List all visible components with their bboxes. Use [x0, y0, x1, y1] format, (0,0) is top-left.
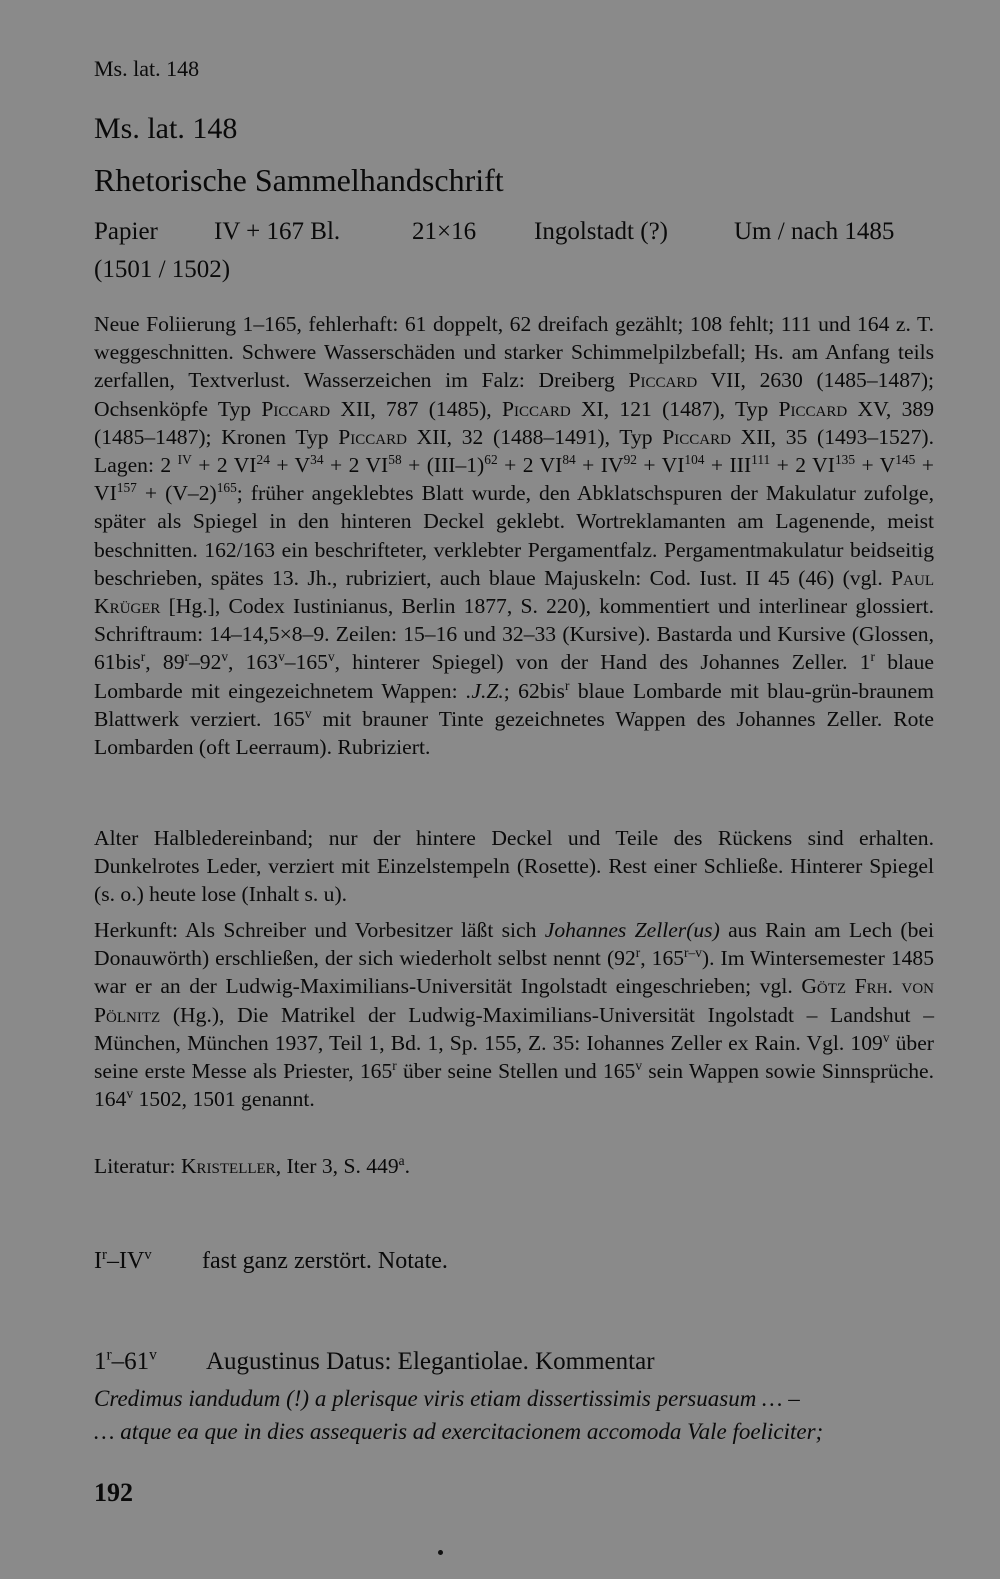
incipit-line: Credimus iandudum (!) a plerisque viris etiam dissertissimis persuasum … –: [94, 1386, 800, 1411]
leaf-count: IV + 167 Bl.: [214, 218, 341, 245]
provenance: Herkunft: Als Schreiber und Vorbesitzer läßt sich Johannes Zeller(us) aus Rain am Lech (bei Donauwörth) erschließen, der sich wiederholt selbst nennt (92$^r$, 165$^{r-v}$). Im Wintersemester 1485 war er an der Ludwig-Maximilians-Universität Ingolstadt eingeschrieben; vgl. Götz Frh. von Pölnitz (Hg.), Die Matrikel der Ludwig-Maximilians-Universität Ingolstadt – Landshut – München, München 1937, Teil 1, Bd. 1, Sp. 155, Z. 35: Iohannes Zeller ex Rain. Vgl. 109$^v$ über seine erste Messe als Priester, 165$^r$ über seine Stellen und 165$^v$ sein Wappen sowie Sinnsprüche. 164$^v$ 1502, 1501 genannt.: [94, 918, 935, 1112]
date: Um / nach 1485: [734, 218, 895, 245]
place: Ingolstadt (?): [534, 218, 668, 245]
literature: Literatur: Kristeller, Iter 3, S. 449$^a$.: [94, 1152, 410, 1178]
material: Papier: [94, 218, 158, 245]
page-number: 192: [94, 1478, 133, 1507]
manuscript-title: Rhetorische Sammelhandschrift: [94, 162, 504, 198]
section-note: fast ganz zerstört. Notate.: [202, 1248, 448, 1274]
binding-description: Alter Halbledereinband; nur der hintere Deckel und Teile des Rückens sind erhalten. Dunkelrotes Leder, verziert mit Einzelstempeln (Rosette). Rest einer Schließe. Hinterer Spiegel (s. o.) heute lose (Inhalt s. u).: [94, 826, 934, 907]
explicit-line: … atque ea que in dies assequeris ad exercitacionem accomoda Vale foeliciter;: [94, 1419, 824, 1444]
section-folio-range: $I^r-IV^v$: [94, 1247, 152, 1274]
physical-description: Neue Foliierung 1–165, fehlerhaft: 61 doppelt, 62 dreifach gezählt; 108 fehlt; 111 und 164 z. T. weggeschnitten. Schwere Wasserschäden und starker Schimmelpilzbefall; Hs. am Anfang teils zerfallen, Textverlust. Wasserzeichen im Falz: Dreiberg Piccard VII, 2630 (1485–1487); Ochsenköpfe Typ Piccard XII, 787 (1485), Piccard XI, 121 (1487), Typ Piccard XV, 389 (1485–1487); Kronen Typ Piccard XII, 32 (1488–1491), Typ Piccard XII, 35 (1493–1527). Lagen: 2 $^{IV}$ + 2 $VI^{24} + V^{34} + 2$ $VI^{58} + (III-1)^{62} + 2$ $VI^{84} + IV^{92} + VI^{104} + III^{111} + 2$ $VI^{135} + V^{145} + VI^{157} + (V-2)^{165}$; früher angeklebtes Blatt wurde, den Abklatschspuren der Makulatur zufolge, später als Spiegel in den hinteren Deckel geklebt. Wortreklamanten am Lagenende, meist beschnitten. 162/163 ein beschrifteter, verklebter Pergamentfalz. Pergamentmakulatur beidseitig beschrieben, spätes 13. Jh., rubriziert, auch blaue Majuskeln: Cod. Iust. II 45 (46) (vgl. Paul Krüger [Hg.], Codex Iustinianus, Berlin 1877, S. 220), kommentiert und interlinear glossiert. Schriftraum: 14–14,5×8–9. Zeilen: 15–16 und 32–33 (Kursive). Bastarda und Kursive (Glossen, 61bis$^r$, 89$^r$–92$^v$, 163$^v$–165$^v$, hinterer Spiegel) von der Hand des Johannes Zeller. 1$^r$ blaue Lombarde mit eingezeichnetem Wappen: .J.Z.; 62bis$^r$ blaue Lombarde mit blau-grün-braunem Blattwerk verziert. 165$^v$ mit brauner Tinte gezeichnetes Wappen des Johannes Zeller. Rote Lombarden (oft Leerraum). Rubriziert.: [94, 312, 935, 760]
running-head: Ms. lat. 148: [94, 56, 200, 81]
incipit-explicit: [94, 1382, 934, 1448]
shelfmark-heading: Ms. lat. 148: [94, 112, 238, 145]
dimensions: 21×16: [412, 218, 477, 245]
entry-folio-range: 1$^r$–61$^v$: [94, 1346, 157, 1375]
paper-speck: [438, 1550, 443, 1555]
entry-title: Augustinus Datus: Elegantiolae. Kommentar: [206, 1348, 655, 1375]
date-secondary: (1501 / 1502): [94, 256, 231, 283]
